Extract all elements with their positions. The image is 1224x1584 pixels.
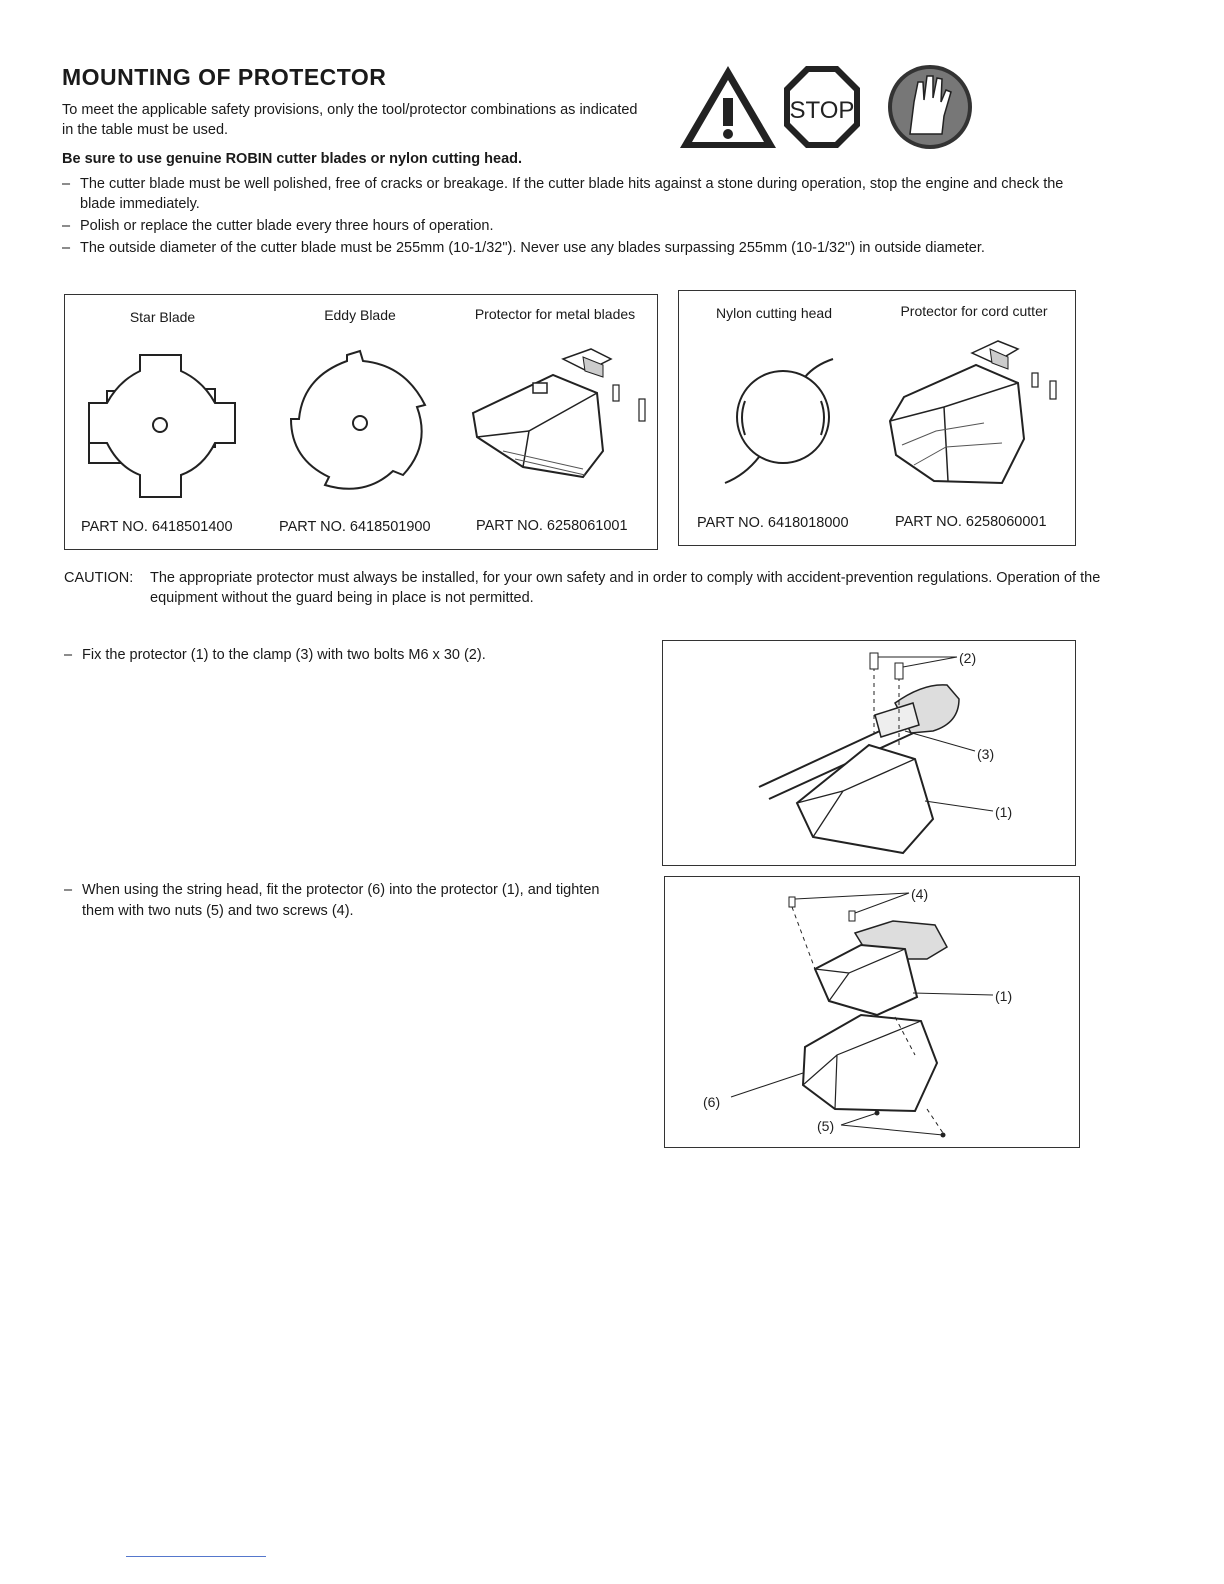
- list-item: – Polish or replace the cutter blade every three hours of operation.: [62, 216, 1092, 236]
- cord-protector-drawing: [884, 335, 1064, 495]
- eddy-blade-drawing: [285, 347, 435, 499]
- star-blade-drawing: [85, 351, 240, 501]
- list-item: – The outside diameter of the cutter blade must be 255mm (10-1/32"). Never use any blades surpassing 255mm (10-1/32") in outside diameter.: [62, 238, 1092, 258]
- figure-protector-mount: [662, 640, 1076, 866]
- caution-text: The appropriate protector must always be installed, for your own safety and in order to comply with accident-prevention regulations. Operation of the equipment without the guard being in place is not permitted.: [150, 570, 1101, 606]
- star-blade-caption: Star Blade: [129, 309, 196, 325]
- nylon-head-part-number: PART NO. 6418018000: [697, 515, 849, 531]
- list-item: – When using the string head, fit the protector (6) into the protector (1), and tighten them with two nuts (5) and two screws (4).: [64, 880, 624, 922]
- list-item: – The cutter blade must be well polished, free of cracks or breakage. If the cutter blade hits against a stone during operation, stop the engine and check the blade immediately.: [62, 174, 1092, 214]
- stop-label: STOP: [789, 97, 855, 124]
- label-clamp: (3): [977, 746, 995, 762]
- metal-protector-drawing: [463, 341, 653, 491]
- caution-label: CAUTION:: [64, 570, 134, 586]
- label-protector: (1): [995, 988, 1013, 1004]
- label-bolts: (2): [959, 650, 977, 666]
- safety-icons: [678, 64, 978, 154]
- warning-triangle-icon: [680, 66, 776, 148]
- figure-string-head-protector: [664, 876, 1080, 1148]
- star-blade-part-number: PART NO. 6418501400: [81, 519, 233, 535]
- label-nuts: (5): [817, 1118, 835, 1134]
- metal-protector-caption: Protector for metal blades: [474, 306, 636, 322]
- gloves-icon: [888, 65, 972, 149]
- label-protector-cord: (6): [703, 1094, 721, 1110]
- step-fit-string-protector: [64, 880, 624, 924]
- intro-text: To meet the applicable safety provisions, only the tool/protector combinations as indicated in the table must be used.: [62, 102, 638, 138]
- blade-rules-list: [62, 174, 1092, 260]
- page-footer-rule: [126, 1556, 266, 1557]
- step-fix-protector: [64, 645, 624, 668]
- eddy-blade-part-number: PART NO. 6418501900: [279, 519, 431, 535]
- page-title: MOUNTING OF PROTECTOR: [62, 64, 387, 90]
- stop-icon: [784, 66, 860, 148]
- cord-cutter-table: [678, 290, 1076, 546]
- label-screws: (4): [911, 886, 929, 902]
- list-item: – Fix the protector (1) to the clamp (3) with two bolts M6 x 30 (2).: [64, 645, 624, 666]
- eddy-blade-caption: Eddy Blade: [324, 307, 396, 323]
- metal-protector-part-number: PART NO. 6258061001: [476, 518, 628, 534]
- genuine-parts-notice: Be sure to use genuine ROBIN cutter blades or nylon cutting head.: [62, 151, 523, 167]
- label-protector: (1): [995, 804, 1013, 820]
- cord-protector-part-number: PART NO. 6258060001: [895, 514, 1047, 530]
- metal-blade-table: [64, 294, 658, 550]
- caution-note: [64, 568, 1104, 608]
- nylon-head-drawing: [715, 351, 865, 491]
- nylon-head-caption: Nylon cutting head: [716, 305, 832, 321]
- cord-protector-caption: Protector for cord cutter: [900, 303, 1048, 319]
